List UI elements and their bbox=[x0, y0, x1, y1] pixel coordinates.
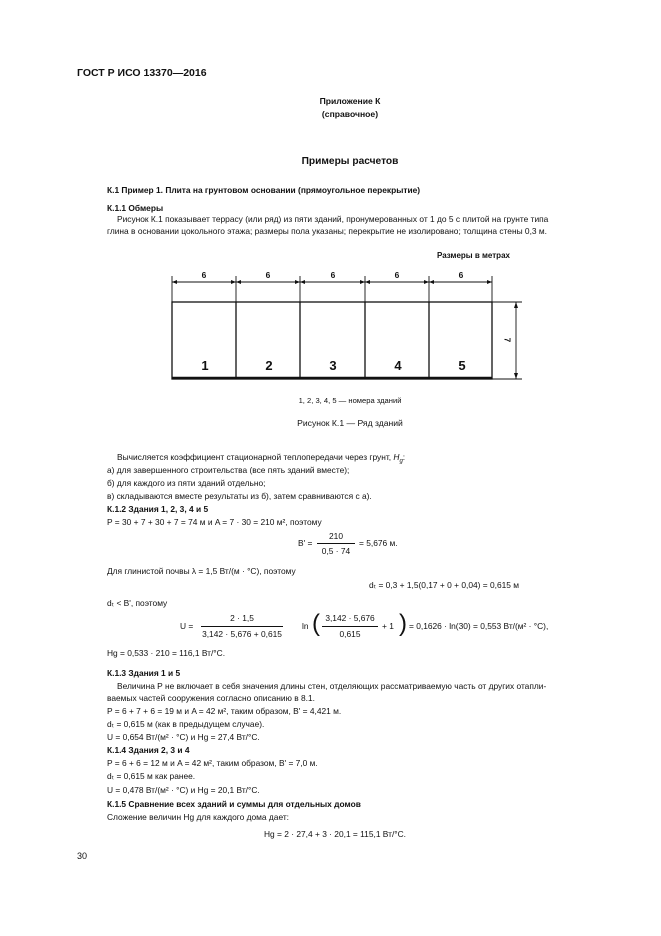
u-inner-numerator: 3,142 · 5,676 bbox=[325, 613, 375, 623]
dim-width-5: 6 bbox=[458, 270, 464, 280]
k15-text-line1: Сложение величин Hg для каждого дома дает: bbox=[107, 812, 289, 822]
k11-text-line1: Рисунок К.1 показывает террасу (или ряд) из пяти зданий, пронумерованных от 1 до 5 с плитой на грунте типа bbox=[117, 214, 549, 224]
dim-width-4: 6 bbox=[394, 270, 400, 280]
building-label-4: 4 bbox=[394, 358, 402, 373]
u-denominator: 3,142 · 5,676 + 0,615 bbox=[202, 629, 282, 639]
u-plus: + 1 bbox=[382, 621, 394, 631]
u-fraction-bar bbox=[201, 626, 283, 627]
clay-line: Для глинистой почвы λ = 1,5 Вт/(м · °С), поэтому bbox=[107, 566, 296, 576]
page-number: 30 bbox=[77, 851, 88, 861]
u-inner-fraction-bar bbox=[322, 626, 378, 627]
intro-line: Вычисляется коэффициент стационарной теплопередачи через грунт, $H_g$: bbox=[117, 452, 406, 465]
k13-dt: dₜ = 0,615 м (как в предыдущем случае). bbox=[107, 719, 265, 729]
intro-item-b: б) для каждого из пяти зданий отдельно; bbox=[107, 478, 266, 488]
u-paren-close: ) bbox=[399, 610, 407, 637]
k11-heading: К.1.1 Обмеры bbox=[107, 203, 164, 213]
u-lhs: U = bbox=[180, 621, 194, 631]
u-numerator: 2 · 1,5 bbox=[230, 613, 254, 623]
k13-u: U = 0,654 Вт/(м² · °С) и Hg = 27,4 Вт/°С. bbox=[107, 732, 260, 742]
building-label-3: 3 bbox=[329, 358, 337, 373]
bprime-numerator: 210 bbox=[329, 531, 343, 541]
building-label-2: 2 bbox=[265, 358, 273, 373]
k14-u: U = 0,478 Вт/(м² · °С) и Hg = 20,1 Вт/°С. bbox=[107, 785, 260, 795]
annex-subtitle: (справочное) bbox=[321, 109, 379, 119]
intro-item-c: в) складываются вместе результаты из б), затем сравниваются с а). bbox=[107, 491, 372, 501]
k12-p-equation: P = 30 + 7 + 30 + 7 = 74 м и A = 7 · 30 = 210 м², поэтому bbox=[107, 517, 322, 527]
k13-p-equation: P = 6 + 7 + 6 = 19 м и A = 42 м², таким образом, B' = 4,421 м. bbox=[107, 706, 342, 716]
dim-width-1: 6 bbox=[201, 270, 207, 280]
building-label-1: 1 bbox=[201, 358, 209, 373]
k15-sum-equation: Hg = 2 · 27,4 + 3 · 20,1 = 115,1 Вт/°С. bbox=[264, 829, 406, 839]
bprime-rhs: = 5,676 м. bbox=[359, 538, 398, 548]
section-title: Примеры расчетов bbox=[301, 156, 399, 167]
bprime-lhs: B' = bbox=[298, 538, 313, 548]
hg-equation: Hg = 0,533 · 210 = 116,1 Вт/°С. bbox=[107, 648, 226, 658]
dim-width-2: 6 bbox=[265, 270, 271, 280]
u-rhs: = 0,1626 · ln(30) = 0,553 Вт/(м² · °С), bbox=[409, 621, 549, 631]
k11-text-line2: глина в основании цокольного этажа; размеры пола указаны; перекрытие не изолировано; толщина стены 0,3 м. bbox=[107, 226, 547, 236]
k13-text-line1: Величина P не включает в себя значения длины стен, отделяющих рассматриваемую часть от других отапли- bbox=[117, 681, 547, 691]
u-paren-open: ( bbox=[312, 610, 320, 637]
standard-header: ГОСТ Р ИСО 13370—2016 bbox=[77, 67, 207, 79]
figure-units-note: Размеры в метрах bbox=[437, 251, 510, 260]
k14-p-equation: P = 6 + 6 = 12 м и A = 42 м², таким образом, B' = 7,0 м. bbox=[107, 758, 318, 768]
u-inner-denominator: 0,615 bbox=[339, 629, 361, 639]
bprime-fraction-bar bbox=[317, 543, 355, 544]
k13-heading: К.1.3 Здания 1 и 5 bbox=[107, 668, 181, 678]
dt-equation: dₜ = 0,3 + 1,5(0,17 + 0 + 0,04) = 0,615 м bbox=[369, 580, 520, 590]
dim-width-3: 6 bbox=[330, 270, 336, 280]
figure-legend: 1, 2, 3, 4, 5 — номера зданий bbox=[298, 396, 402, 405]
k15-heading: К.1.5 Сравнение всех зданий и суммы для отдельных домов bbox=[107, 799, 361, 809]
figure-caption: Рисунок К.1 — Ряд зданий bbox=[297, 418, 403, 428]
dim-depth: 7 bbox=[502, 337, 513, 343]
k14-dt: dₜ = 0,615 м как ранее. bbox=[107, 771, 196, 781]
u-ln: ln bbox=[302, 621, 309, 631]
annex-title: Приложение К bbox=[319, 96, 381, 106]
k14-heading: К.1.4 Здания 2, 3 и 4 bbox=[107, 745, 190, 755]
k12-heading: К.1.2 Здания 1, 2, 3, 4 и 5 bbox=[107, 504, 209, 514]
k13-text-line2: ваемых частей сооружения согласно описанию в 8.1. bbox=[107, 693, 315, 703]
intro-item-a: а) для завершенного строительства (все пять зданий вместе); bbox=[107, 465, 350, 475]
k1-heading: К.1 Пример 1. Плита на грунтовом основании (прямоугольное перекрытие) bbox=[107, 185, 421, 195]
building-label-5: 5 bbox=[458, 358, 466, 373]
dt-condition: dₜ < B', поэтому bbox=[107, 598, 168, 608]
bprime-denominator: 0,5 · 74 bbox=[321, 546, 351, 556]
